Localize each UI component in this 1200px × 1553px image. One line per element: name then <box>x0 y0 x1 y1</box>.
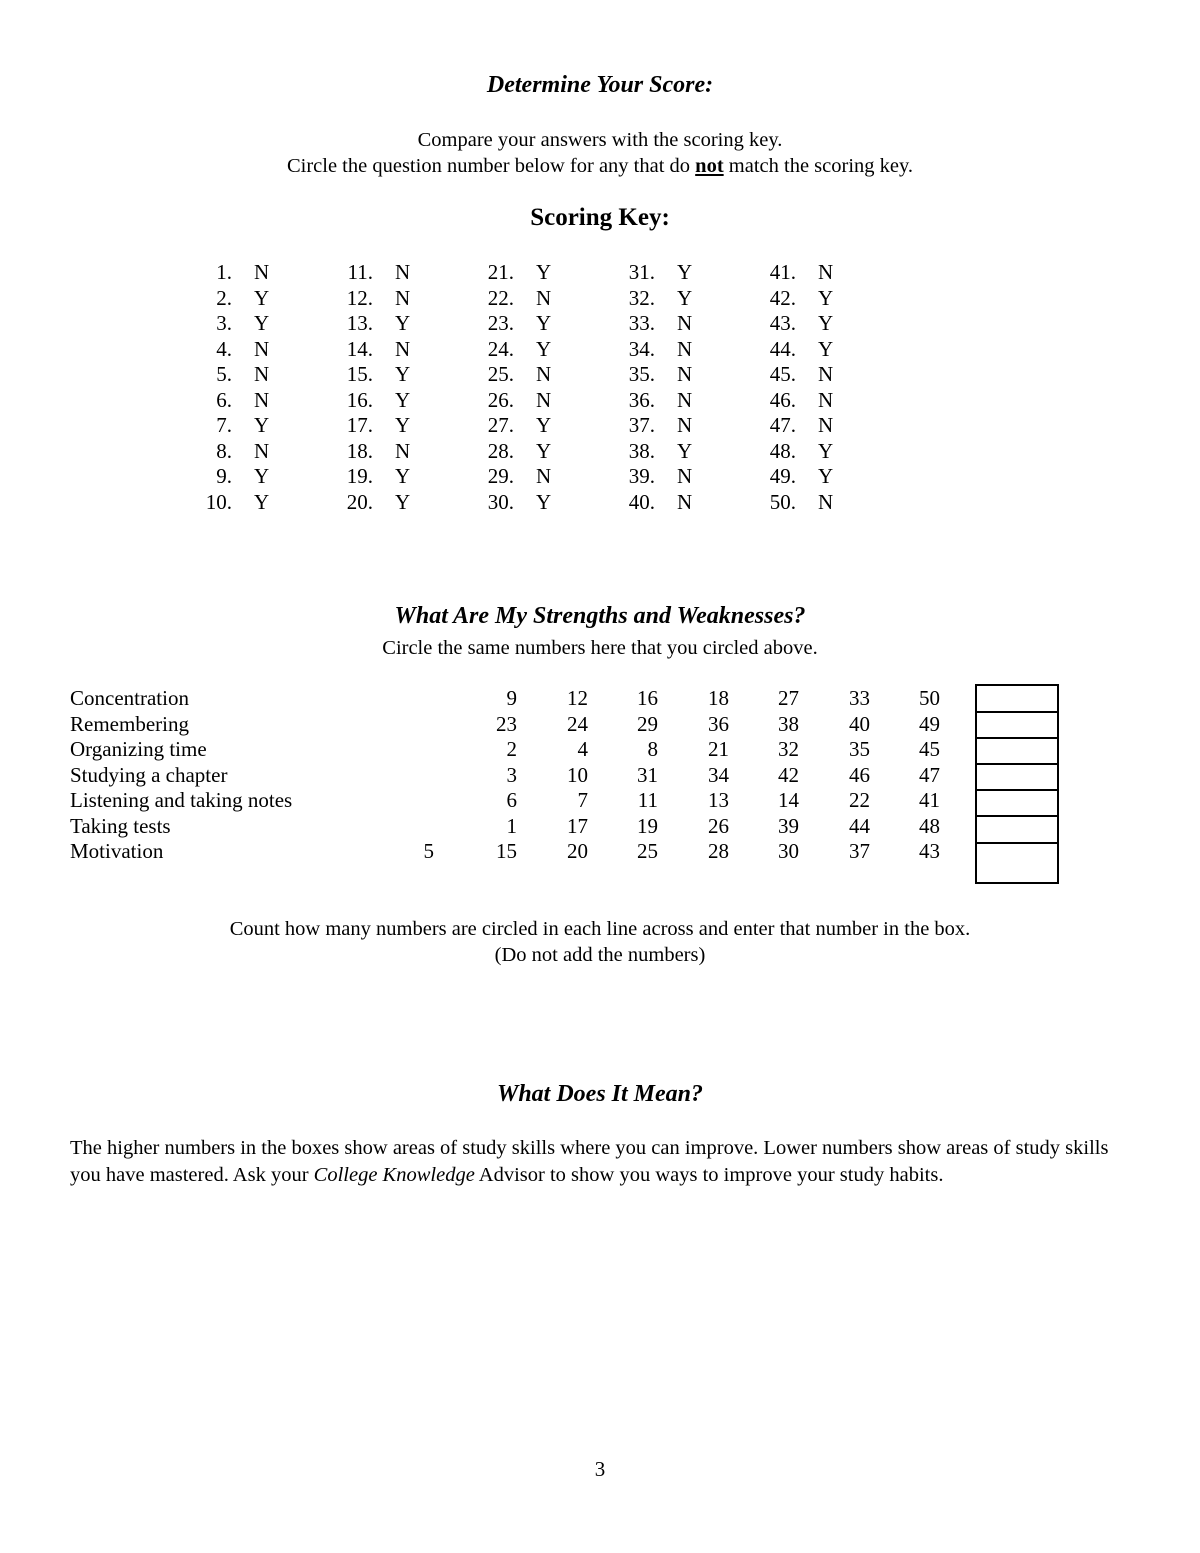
key-answer: N <box>818 260 834 284</box>
question-number-option[interactable]: 14 <box>778 788 799 812</box>
key-answer: Y <box>395 362 411 386</box>
question-number-option[interactable]: 1 <box>506 813 517 838</box>
question-number-option[interactable]: 34 <box>708 762 729 787</box>
scoring-key-item <box>283 464 411 490</box>
question-number-option[interactable]: 23 <box>496 711 517 736</box>
key-answer: Y <box>395 387 411 412</box>
scoring-key-item <box>142 413 270 439</box>
question-number: 42. <box>769 285 796 310</box>
score-instructions <box>0 127 1200 179</box>
program-name: College Knowledge <box>313 1164 475 1186</box>
key-answer: N <box>818 489 834 514</box>
question-number-option[interactable]: 4 <box>577 737 588 761</box>
question-number-option[interactable]: 6 <box>506 788 517 812</box>
scoring-key-item <box>424 311 552 337</box>
strengths-heading: What Are My Strengths and Weaknesses? <box>394 603 806 629</box>
question-number-option[interactable]: 5 <box>423 839 434 863</box>
key-answer: Y <box>677 438 693 463</box>
question-number-option[interactable]: 31 <box>637 762 658 787</box>
question-number: 14. <box>346 336 373 361</box>
question-number-option[interactable]: 28 <box>708 839 729 863</box>
question-number: 26. <box>487 387 514 412</box>
question-number-option[interactable]: 42 <box>778 762 799 787</box>
instruction-text-after: match the scoring key. <box>723 155 914 177</box>
scoring-key-item <box>565 285 693 312</box>
count-note: (Do not add the numbers) <box>494 944 706 966</box>
key-answer: N <box>254 362 270 386</box>
score-box-studying-a-chapter[interactable] <box>977 765 1057 791</box>
key-answer: Y <box>536 260 552 284</box>
instruction-text-before: Circle the question number below for any that do <box>286 155 696 177</box>
question-number-option[interactable]: 41 <box>919 788 940 812</box>
question-number: 21. <box>487 260 514 284</box>
question-number-option[interactable]: 43 <box>919 839 940 863</box>
key-answer: Y <box>395 311 411 335</box>
scoring-key-item <box>283 413 411 439</box>
scoring-key-item <box>283 362 411 388</box>
question-number-option[interactable]: 18 <box>708 686 729 710</box>
question-number-option[interactable]: 26 <box>708 813 729 838</box>
scoring-key-item <box>142 260 270 286</box>
key-answer: N <box>818 362 834 386</box>
skill-label: Listening and taking notes <box>70 788 293 812</box>
question-number: 1. <box>216 260 232 284</box>
scoring-key-item <box>142 438 270 465</box>
scoring-key-column <box>706 260 834 515</box>
question-number-option[interactable]: 30 <box>778 839 799 863</box>
question-number-option[interactable]: 38 <box>778 711 799 736</box>
key-answer: Y <box>677 285 693 310</box>
question-number-option[interactable]: 35 <box>849 737 870 761</box>
question-number-option[interactable]: 3 <box>506 762 517 787</box>
scoring-key-column <box>424 260 552 515</box>
question-number: 38. <box>628 438 655 463</box>
question-number: 40. <box>628 489 655 514</box>
question-number: 33. <box>628 311 655 335</box>
scoring-key-column <box>142 260 270 515</box>
key-answer: N <box>677 311 693 335</box>
question-number-option[interactable]: 15 <box>496 839 517 863</box>
question-number: 17. <box>346 413 373 437</box>
key-answer: Y <box>395 464 411 488</box>
question-number: 13. <box>346 311 373 335</box>
key-answer: Y <box>818 311 834 335</box>
scoring-key-item <box>142 387 270 414</box>
question-number: 8. <box>216 438 232 463</box>
question-number-option[interactable]: 29 <box>637 711 658 736</box>
scoring-key-item <box>565 260 693 286</box>
question-number: 49. <box>769 464 796 488</box>
scoring-key-item <box>565 489 693 516</box>
question-number-option[interactable]: 27 <box>778 686 799 710</box>
question-number-option[interactable]: 7 <box>577 788 588 812</box>
scoring-key-item <box>706 311 834 337</box>
key-answer: Y <box>254 413 270 437</box>
question-number-option[interactable]: 45 <box>919 737 940 761</box>
scoring-key-item <box>142 489 270 516</box>
key-answer: Y <box>254 489 270 514</box>
scoring-key-item <box>565 311 693 337</box>
scoring-key-item <box>565 362 693 388</box>
meaning-text-before: The higher numbers in the boxes show areas of study skills where you can improve. Lower numbers show areas of study skills you have mastered. Ask your <box>70 1137 1109 1186</box>
scoring-key-item <box>424 260 552 286</box>
question-number-option[interactable]: 25 <box>637 839 658 863</box>
key-answer: Y <box>677 260 693 284</box>
question-number-option[interactable]: 10 <box>567 762 588 787</box>
question-number: 39. <box>628 464 655 488</box>
question-number: 4. <box>216 336 232 361</box>
scoring-key-item <box>565 387 693 414</box>
key-answer: Y <box>818 464 834 488</box>
question-number-option[interactable]: 16 <box>637 686 658 710</box>
question-number-option[interactable]: 48 <box>919 813 940 838</box>
key-answer: N <box>536 464 552 488</box>
scoring-key-item <box>283 489 411 516</box>
question-number: 25. <box>487 362 514 386</box>
question-number: 23. <box>487 311 514 335</box>
scoring-key-item <box>424 413 552 439</box>
question-number: 35. <box>628 362 655 386</box>
question-number-option[interactable]: 9 <box>506 686 517 710</box>
key-answer: N <box>395 260 411 284</box>
key-answer: Y <box>254 311 270 335</box>
question-number: 22. <box>487 285 514 310</box>
question-number-option[interactable]: 22 <box>849 788 870 812</box>
question-number-option[interactable]: 21 <box>708 737 729 761</box>
question-number: 48. <box>769 438 796 463</box>
scoring-key-item <box>565 336 693 363</box>
question-number-option[interactable]: 47 <box>919 762 940 787</box>
key-answer: Y <box>818 336 834 361</box>
question-number-option[interactable]: 39 <box>778 813 799 838</box>
scoring-key-item <box>565 464 693 490</box>
scoring-key-item <box>424 285 552 312</box>
key-answer: N <box>677 464 693 488</box>
key-answer: Y <box>536 438 552 463</box>
question-number: 37. <box>628 413 655 437</box>
score-box-motivation[interactable] <box>977 844 1057 882</box>
question-number: 5. <box>216 362 232 386</box>
score-heading: Determine Your Score: <box>486 72 714 98</box>
key-answer: N <box>254 260 270 284</box>
key-answer: N <box>536 387 552 412</box>
key-answer: N <box>254 438 270 463</box>
key-answer: N <box>254 336 270 361</box>
question-number: 24. <box>487 336 514 361</box>
scoring-key-item <box>565 438 693 465</box>
question-number: 28. <box>487 438 514 463</box>
question-number-option[interactable]: 13 <box>708 788 729 812</box>
scoring-key-item <box>565 413 693 439</box>
score-box-listening[interactable] <box>977 791 1057 817</box>
key-answer: N <box>536 362 552 386</box>
question-number-option[interactable]: 2 <box>506 737 517 761</box>
question-number-option[interactable]: 46 <box>849 762 870 787</box>
scoring-key-item <box>706 489 834 516</box>
score-box-taking-tests[interactable] <box>977 817 1057 844</box>
key-answer: Y <box>395 489 411 514</box>
question-number: 29. <box>487 464 514 488</box>
key-answer: Y <box>536 489 552 514</box>
question-number: 46. <box>769 387 796 412</box>
question-number: 31. <box>628 260 655 284</box>
question-number-option[interactable]: 32 <box>778 737 799 761</box>
scoring-key-item <box>424 387 552 414</box>
skill-label: Studying a chapter <box>70 762 228 787</box>
key-answer: Y <box>818 438 834 463</box>
question-number-option[interactable]: 24 <box>567 711 588 736</box>
question-number: 15. <box>346 362 373 386</box>
question-number-option[interactable]: 33 <box>849 686 870 710</box>
scoring-key-item <box>706 336 834 363</box>
scoring-key-item <box>283 438 411 465</box>
question-number-option[interactable]: 50 <box>919 686 940 710</box>
instruction-emphasis-not: not <box>695 155 724 177</box>
key-answer: Y <box>254 285 270 310</box>
scoring-key-item <box>283 285 411 312</box>
question-number: 43. <box>769 311 796 335</box>
scoring-key-column <box>283 260 411 515</box>
score-box-concentration[interactable] <box>977 686 1057 713</box>
question-number: 36. <box>628 387 655 412</box>
skill-label: Concentration <box>70 686 189 710</box>
scoring-key-item <box>142 362 270 388</box>
score-instruction-line-2 <box>0 153 1200 179</box>
question-number: 32. <box>628 285 655 310</box>
question-number: 34. <box>628 336 655 361</box>
key-answer: Y <box>254 464 270 488</box>
scoring-key-item <box>706 387 834 414</box>
question-number: 47. <box>769 413 796 437</box>
page-number: 3 <box>594 1457 606 1481</box>
question-number: 30. <box>487 489 514 514</box>
scoring-key-item <box>142 336 270 363</box>
key-answer: Y <box>536 311 552 335</box>
question-number-option[interactable]: 37 <box>849 839 870 863</box>
key-answer: Y <box>818 285 834 310</box>
question-number: 3. <box>216 311 232 335</box>
skill-label: Remembering <box>70 711 189 736</box>
question-number-option[interactable]: 8 <box>647 737 658 761</box>
question-number-option[interactable]: 17 <box>567 813 588 838</box>
key-answer: N <box>677 387 693 412</box>
question-number-option[interactable]: 20 <box>567 839 588 863</box>
key-answer: N <box>395 285 411 310</box>
question-number-option[interactable]: 11 <box>637 788 658 812</box>
question-number: 19. <box>346 464 373 488</box>
question-number: 6. <box>216 387 232 412</box>
meaning-paragraph <box>70 1135 1130 1189</box>
key-answer: N <box>254 387 270 412</box>
scoring-key-item <box>424 438 552 465</box>
scoring-key-item <box>706 464 834 490</box>
scoring-key-item <box>706 438 834 465</box>
question-number-option[interactable]: 19 <box>637 813 658 838</box>
key-answer: N <box>536 285 552 310</box>
question-number-option[interactable]: 36 <box>708 711 729 736</box>
question-number: 44. <box>769 336 796 361</box>
scoring-key-item <box>424 464 552 490</box>
question-number: 2. <box>216 285 232 310</box>
key-answer: N <box>395 438 411 463</box>
scoring-key-item <box>424 489 552 516</box>
meaning-heading: What Does It Mean? <box>496 1081 704 1107</box>
skill-label: Motivation <box>70 839 164 863</box>
question-number-option[interactable]: 12 <box>567 686 588 710</box>
scoring-key-item <box>283 260 411 286</box>
key-answer: N <box>677 362 693 386</box>
question-number: 11. <box>347 260 373 284</box>
count-instruction: Count how many numbers are circled in each line across and enter that number in the box. <box>229 918 971 940</box>
question-number: 50. <box>769 489 796 514</box>
question-number: 16. <box>346 387 373 412</box>
score-boxes <box>975 684 1059 884</box>
skill-label: Taking tests <box>70 813 171 838</box>
key-answer: N <box>818 387 834 412</box>
question-number: 7. <box>216 413 232 437</box>
meaning-text-after: Advisor to show you ways to improve your study habits. <box>474 1164 944 1186</box>
key-answer: N <box>818 413 834 437</box>
question-number: 9. <box>216 464 232 488</box>
question-number-option[interactable]: 49 <box>919 711 940 736</box>
scoring-key-item <box>706 285 834 312</box>
key-answer: N <box>677 489 693 514</box>
key-answer: N <box>677 413 693 437</box>
scoring-key-item <box>142 311 270 337</box>
question-number: 12. <box>346 285 373 310</box>
scoring-key-item <box>142 285 270 312</box>
question-number: 41. <box>769 260 796 284</box>
key-answer: Y <box>536 413 552 437</box>
question-number: 27. <box>487 413 514 437</box>
scoring-key-item <box>706 362 834 388</box>
scoring-key-item <box>424 362 552 388</box>
skill-label: Organizing time <box>70 737 207 761</box>
question-number: 10. <box>205 489 232 514</box>
score-box-organizing-time[interactable] <box>977 739 1057 765</box>
question-number: 45. <box>769 362 796 386</box>
strengths-subheading: Circle the same numbers here that you circled above. <box>382 637 818 659</box>
key-answer: Y <box>536 336 552 361</box>
scoring-key-item <box>283 311 411 337</box>
scoring-key-item <box>283 387 411 414</box>
question-number-option[interactable]: 44 <box>849 813 870 838</box>
scoring-key-item <box>283 336 411 363</box>
key-answer: Y <box>395 413 411 437</box>
score-instruction-line-1: Compare your answers with the scoring key. <box>417 129 783 151</box>
question-number: 18. <box>346 438 373 463</box>
scoring-key-heading: Scoring Key: <box>530 204 670 231</box>
scoring-key-item <box>706 413 834 439</box>
scoring-key-item <box>142 464 270 490</box>
key-answer: N <box>677 336 693 361</box>
key-answer: N <box>395 336 411 361</box>
scoring-key-column <box>565 260 693 515</box>
scoring-key-item <box>706 260 834 286</box>
scoring-key-item <box>424 336 552 363</box>
question-number-option[interactable]: 40 <box>849 711 870 736</box>
score-box-remembering[interactable] <box>977 713 1057 739</box>
question-number: 20. <box>346 489 373 514</box>
